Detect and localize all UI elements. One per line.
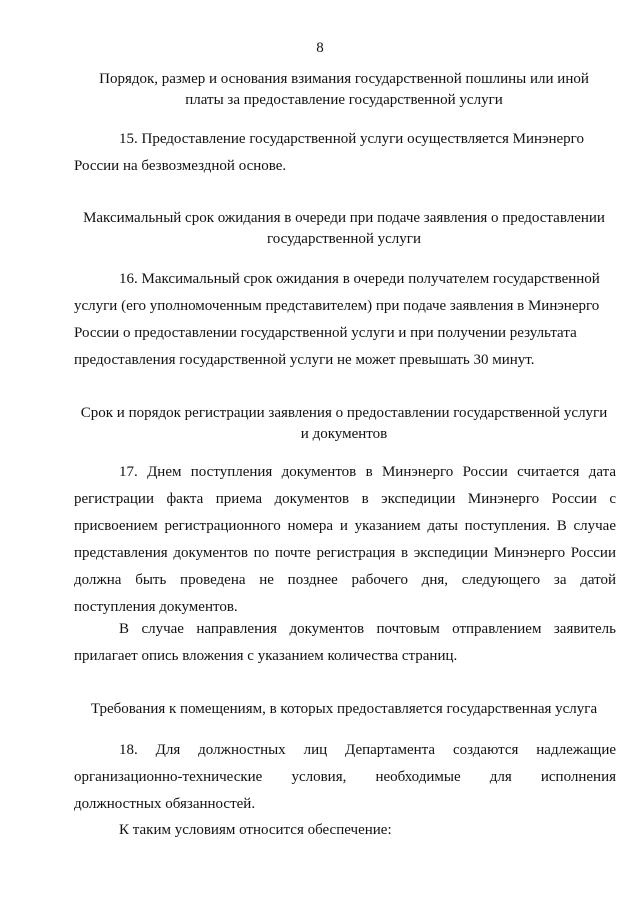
text-line: прилагает опись вложения с указанием количества страниц. [74,648,458,664]
text-line: должна быть проведена не позднее рабочего дня, следующего за датой [74,572,616,588]
paragraph-18-continued [74,817,616,844]
heading-line: государственной услуги [267,231,421,247]
text-line: К таким условиям относится обеспечение: [119,822,392,838]
text-line: предоставления государственной услуги не может превышать 30 минут. [74,352,535,368]
text-line: России о предоставлении государственной услуги и при получении результата [74,325,577,341]
text-line: поступления документов. [74,599,238,615]
text-line: 16. Максимальный срок ожидания в очереди получателем государственной [119,271,600,287]
text-line: 17. Днем поступления документов в Минэнерго России считается дата [119,464,616,480]
text-line: должностных обязанностей. [74,796,256,812]
section-heading-payment [74,69,614,111]
paragraph-18 [74,737,616,818]
text-line: 18. Для должностных лиц Департамента создаются надлежащие [119,742,616,758]
section-heading-premises [74,699,614,720]
section-heading-queue-time [74,208,614,250]
text-line: 15. Предоставление государственной услуги осуществляется Минэнерго [119,131,584,147]
page-number: 8 [316,40,324,56]
paragraph-15 [74,126,616,180]
text-line: России на безвозмездной основе. [74,158,287,174]
paragraph-17-continued [74,616,616,670]
heading-line: Срок и порядок регистрации заявления о предоставлении государственной услуги [80,405,608,421]
text-line: присвоением регистрационного номера и указанием даты поступления. В случае [74,518,616,534]
heading-line: и документов [300,426,388,442]
heading-line: Порядок, размер и основания взимания государственной пошлины или иной [99,71,589,87]
paragraph-16 [74,266,616,374]
heading-line: Требования к помещениям, в которых предоставляется государственная услуга [90,701,598,717]
text-line: представления документов по почте регистрация в экспедиции Минэнерго России [74,545,616,561]
text-line: регистрации факта приема документов в экспедиции Минэнерго России с [74,491,616,507]
text-line: В случае направления документов почтовым отправлением заявитель [119,621,616,637]
text-line: организационно-технические условия, необходимые для исполнения [74,769,616,785]
paragraph-17 [74,459,616,621]
text-line: услуги (его уполномоченным представителем) при подаче заявления в Минэнерго [74,298,600,314]
section-heading-registration [74,403,614,445]
heading-line: платы за предоставление государственной услуги [185,92,503,108]
heading-line: Максимальный срок ожидания в очереди при подаче заявления о предоставлении [83,210,605,226]
